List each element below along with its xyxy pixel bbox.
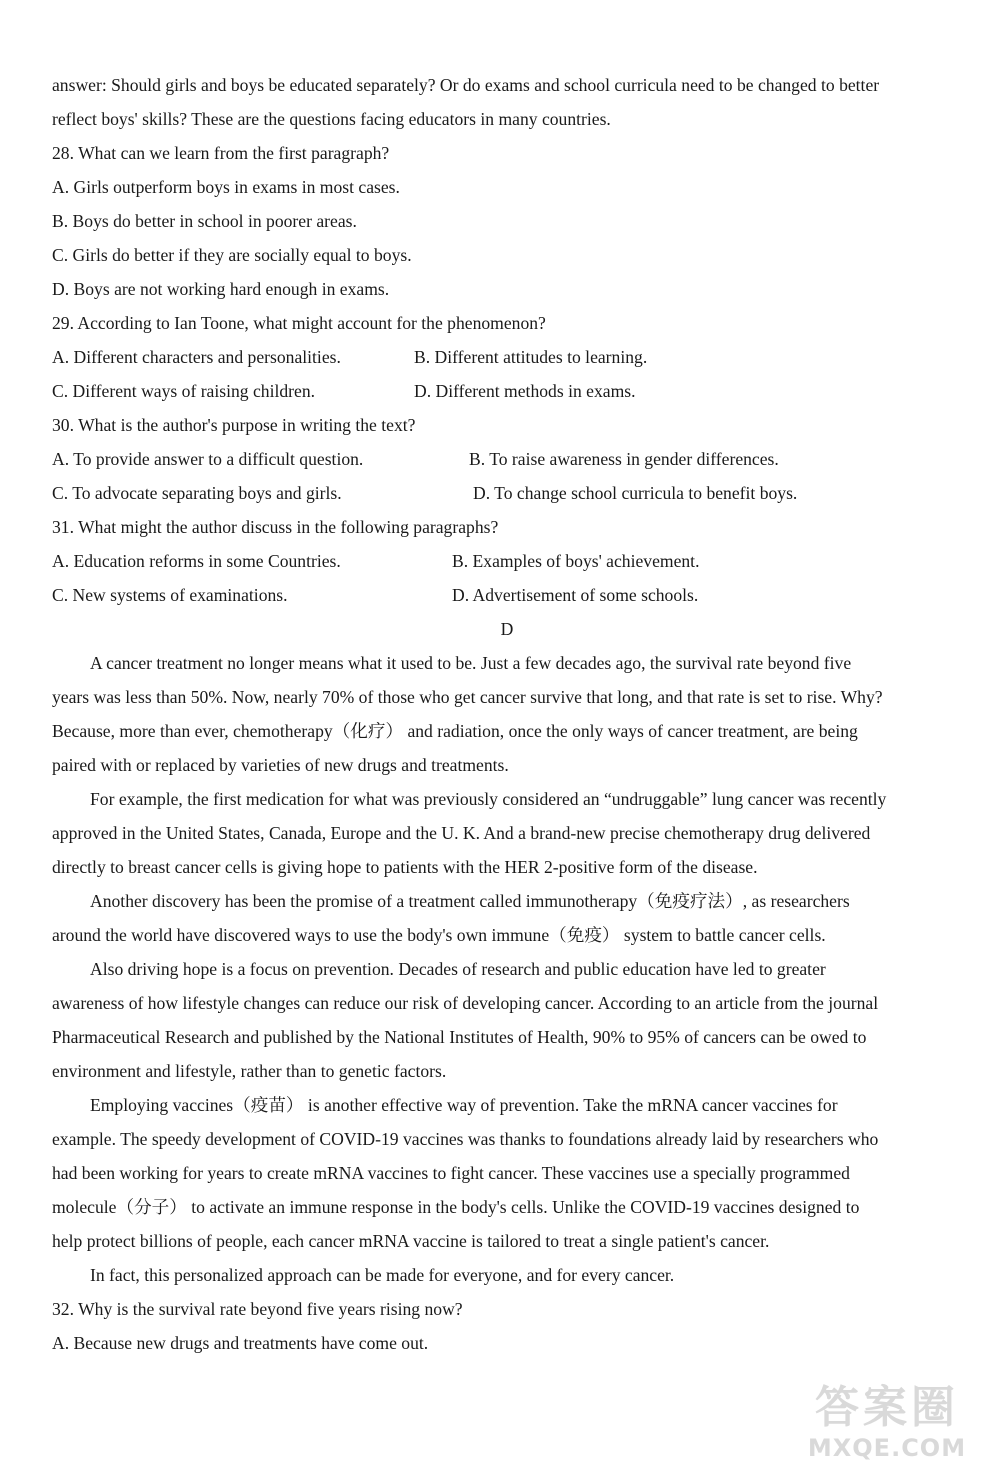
question-28-option-a: A. Girls outperform boys in exams in most cases. [52, 177, 400, 197]
section-d-heading: D [500, 619, 514, 639]
question-30-stem: 30. What is the author's purpose in writing the text? [52, 415, 416, 435]
exam-page [52, 68, 962, 1360]
question-31-stem: 31. What might the author discuss in the following paragraphs? [52, 517, 499, 537]
paragraph-line: awareness of how lifestyle changes can reduce our risk of developing cancer. According to an article from the journal [52, 993, 879, 1013]
paragraph-line: molecule（分子） to activate an immune response in the body's cells. Unlike the COVID-19 vaccines designed to [52, 1197, 860, 1217]
question-28-option-d: D. Boys are not working hard enough in exams. [52, 279, 390, 299]
paragraph-line: paired with or replaced by varieties of new drugs and treatments. [52, 755, 509, 775]
paragraph-line: had been working for years to create mRNA vaccines to fight cancer. These vaccines use a specially programmed [52, 1163, 850, 1183]
question-30-options-row [52, 442, 962, 476]
paragraph-line: directly to breast cancer cells is giving hope to patients with the HER 2-positive form of the disease. [52, 857, 758, 877]
question-30-option-b: B. To raise awareness in gender differences. [469, 449, 779, 469]
question-31-options-row [52, 544, 962, 578]
watermark-bottom-text: MXQE.COM [807, 1434, 967, 1462]
paragraph-line: help protect billions of people, each cancer mRNA vaccine is tailored to treat a single patient's cancer. [52, 1231, 770, 1251]
paragraph-line: Another discovery has been the promise of a treatment called immunotherapy（免疫疗法）, as researchers [90, 891, 850, 911]
paragraph-line: example. The speedy development of COVID-19 vaccines was thanks to foundations already laid by researchers who [52, 1129, 879, 1149]
paragraph-line: Employing vaccines（疫苗） is another effective way of prevention. Take the mRNA cancer vaccines for [90, 1095, 838, 1115]
passage-line: reflect boys' skills? These are the questions facing educators in many countries. [52, 109, 611, 129]
question-31-options-row [52, 578, 962, 612]
paragraph-line: In fact, this personalized approach can be made for everyone, and for every cancer. [90, 1265, 675, 1285]
question-29-option-d: D. Different methods in exams. [414, 381, 636, 401]
question-30-option-d: D. To change school curricula to benefit boys. [473, 483, 798, 503]
question-29-option-a: A. Different characters and personalities. [52, 347, 341, 367]
question-30-option-a: A. To provide answer to a difficult question. [52, 449, 364, 469]
question-28-stem: 28. What can we learn from the first paragraph? [52, 143, 390, 163]
question-28-option-b: B. Boys do better in school in poorer areas. [52, 211, 357, 231]
site-watermark-logo [792, 1382, 982, 1472]
paragraph-line: years was less than 50%. Now, nearly 70% of those who get cancer survive that long, and that rate is set to rise. Why? [52, 687, 883, 707]
question-31-option-d: D. Advertisement of some schools. [452, 585, 699, 605]
question-30-options-row [52, 476, 962, 510]
question-29-option-c: C. Different ways of raising children. [52, 381, 316, 401]
question-29-stem: 29. According to Ian Toone, what might account for the phenomenon? [52, 313, 546, 333]
paragraph-line: A cancer treatment no longer means what it used to be. Just a few decades ago, the survival rate beyond five [90, 653, 852, 673]
paragraph-line: Also driving hope is a focus on prevention. Decades of research and public education have led to greater [90, 959, 826, 979]
question-29-options-row [52, 340, 962, 374]
question-32-stem: 32. Why is the survival rate beyond five years rising now? [52, 1299, 463, 1319]
paragraph-line: approved in the United States, Canada, Europe and the U. K. And a brand-new precise chemotherapy drug delivered [52, 823, 871, 843]
passage-line: answer: Should girls and boys be educated separately? Or do exams and school curricula need to be changed to better [52, 75, 880, 95]
question-31-option-a: A. Education reforms in some Countries. [52, 551, 341, 571]
question-31-option-c: C. New systems of examinations. [52, 585, 288, 605]
paragraph-line: For example, the first medication for what was previously considered an “undruggable” lung cancer was recently [90, 789, 887, 809]
question-29-options-row [52, 374, 962, 408]
question-32-option-a: A. Because new drugs and treatments have come out. [52, 1333, 429, 1353]
paragraph-line: Pharmaceutical Research and published by the National Institutes of Health, 90% to 95% of cancers can be owed to [52, 1027, 867, 1047]
question-31-option-b: B. Examples of boys' achievement. [452, 551, 700, 571]
paragraph-line: environment and lifestyle, rather than to genetic factors. [52, 1061, 447, 1081]
paragraph-line: around the world have discovered ways to use the body's own immune（免疫） system to battle cancer cells. [52, 925, 826, 945]
question-29-option-b: B. Different attitudes to learning. [414, 347, 648, 367]
question-30-option-c: C. To advocate separating boys and girls. [52, 483, 342, 503]
watermark-top-text: 答案圈 [815, 1382, 959, 1433]
question-28-option-c: C. Girls do better if they are socially equal to boys. [52, 245, 412, 265]
paragraph-line: Because, more than ever, chemotherapy（化疗） and radiation, once the only ways of cancer treatment, are being [52, 721, 858, 741]
